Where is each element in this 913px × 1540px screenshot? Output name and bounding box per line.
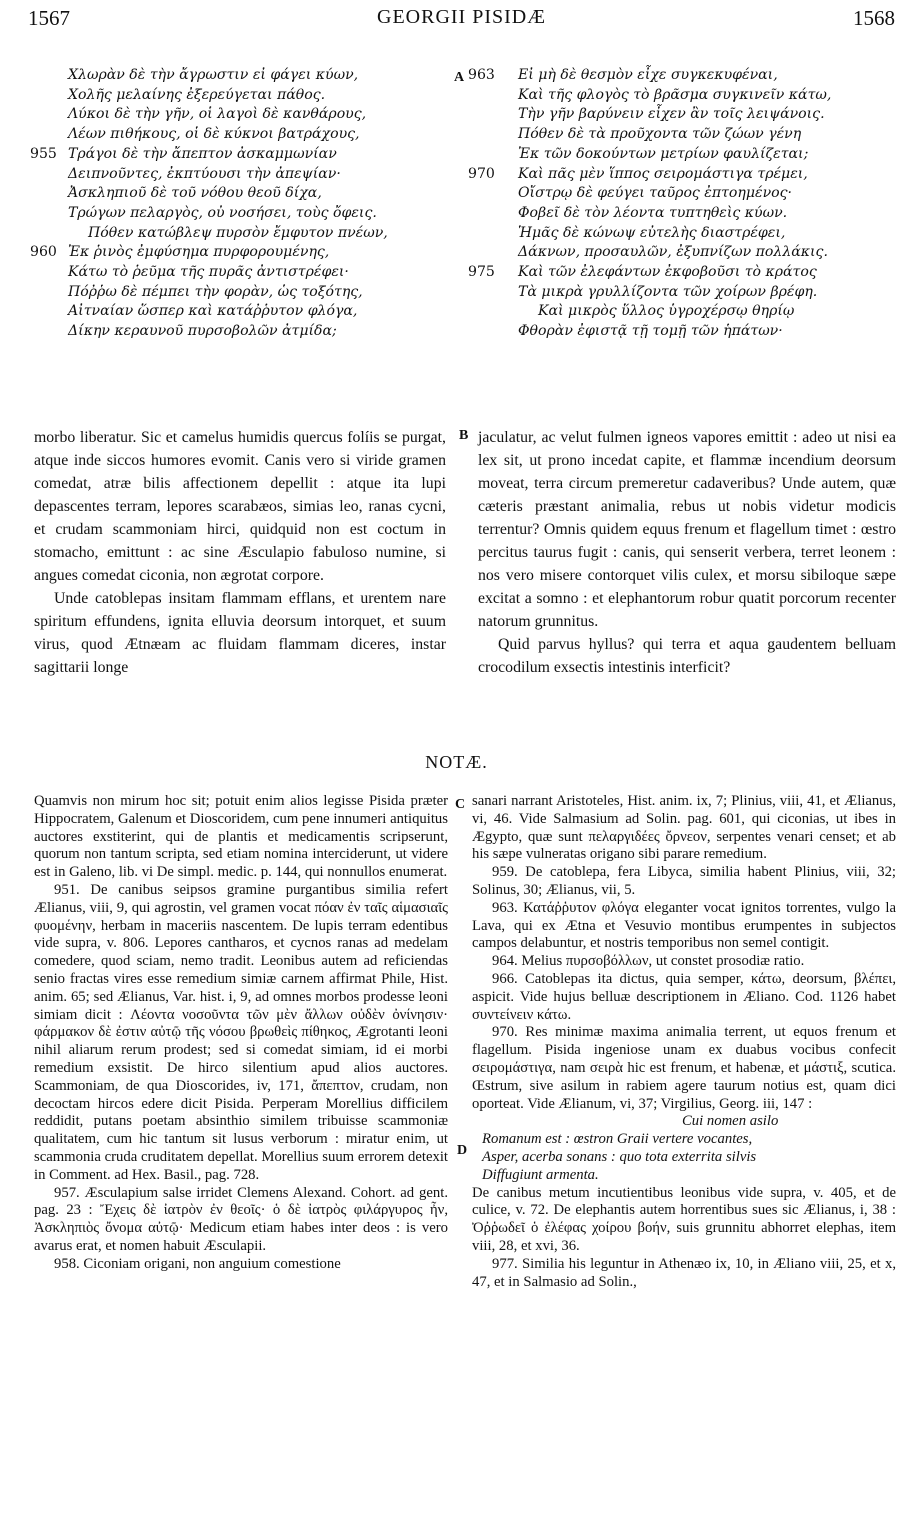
greek-verse-left-column <box>30 66 450 342</box>
verse-text: Τράγοι δὲ τὴν ἄπεπτον ἀσκαμμωνίαν <box>68 145 337 162</box>
latin-translation-left-column <box>34 426 446 679</box>
paragraph: Quid parvus hyllus? qui terra et aqua gaudentem belluam crocodilum exsectis intestinis interficit? <box>478 636 896 676</box>
verse-line <box>30 204 450 224</box>
verse-line <box>30 165 450 185</box>
verse-text: Καὶ τῶν ἐλεφάντων ἐκφοβοῦσι τὸ κράτος <box>518 264 817 281</box>
verse-line <box>468 165 898 185</box>
notes-heading: NOTÆ. <box>425 752 488 772</box>
verse-text: Λύκοι δὲ τὴν γῆν, οἱ λαγοὶ δὲ κανθάρους, <box>68 106 367 123</box>
verse-text: Χλωρὰν δὲ τὴν ἄγρωστιν εἰ φάγει κύων, <box>68 67 359 83</box>
verse-text: Δάκνων, προσαυλῶν, ἐξυπνίζων πολλάκις. <box>518 244 828 261</box>
verse-line <box>30 86 450 106</box>
verse-text: Φοβεῖ δὲ τὸν λέοντα τυπτηθεὶς κύων. <box>518 204 788 221</box>
notes-right-part-1 <box>472 793 896 1113</box>
verse-text: Πόῤῥω δὲ πέμπει τὴν φορὰν, ὡς τοξότης, <box>68 283 363 300</box>
verse-quote-line: Romanum est : œstron Graii vertere vocantes, <box>482 1131 753 1148</box>
verse-text: Τρώγων πελαργὸς, οὐ νοσήσει, τοὺς ὄφεις. <box>68 204 377 221</box>
page-header <box>28 6 895 36</box>
line-number: 960 <box>30 244 57 261</box>
verse-line <box>30 224 450 244</box>
page-number-left: 1567 <box>28 6 70 30</box>
latin-translation-right-column <box>478 426 896 679</box>
verse-text: Καὶ πᾶς μὲν ἵππος σειρομάστιγα τρέμει, <box>518 165 808 182</box>
verse-line <box>468 125 898 145</box>
verse-line <box>468 263 898 283</box>
verse-line <box>30 125 450 145</box>
line-number: 963 <box>468 67 495 83</box>
paragraph: 958. Ciconiam origani, non anguium comestione <box>54 1255 341 1272</box>
paragraph: Quamvis non mirum hoc sit; potuit enim alios legisse Pisida præter Hippocratem, Galenum et Dioscoridem, cum pene innumeri antiquitus auctores exstiterint, qui de plantis et medicamentis scripserunt, quorum non tantum scripta, sed etiam nomina interciderunt, ut videre est in Galeno, lib. vi De simpl. medic. p. 144, qui nonnullos enumerat. <box>34 793 448 881</box>
paragraph: Unde catoblepas insitam flammam efflans, et urentem nare spiritum effundens, ignita elluvia deorsum intorquet, et suum virus, quod Ætnæam ac fluidam flammam diceres, instar sagittarii longe <box>34 590 446 676</box>
verse-line <box>30 184 450 204</box>
verse-text: Πόθεν δὲ τὰ προῦχοντα τῶν ζώων γένη <box>518 126 802 143</box>
verse-line <box>468 243 898 263</box>
verse-line <box>468 204 898 224</box>
page-number-right: 1568 <box>853 6 895 30</box>
margin-marker-c: C <box>455 797 466 812</box>
notes-left-column <box>34 793 448 1274</box>
verse-line <box>30 145 450 165</box>
verse-line <box>30 243 450 263</box>
notes-right-column <box>472 793 896 1291</box>
verse-text: Ἡμᾶς δὲ κώνωψ εὐτελὴς διαστρέφει, <box>518 224 786 241</box>
verse-line <box>30 66 450 86</box>
verse-text: Χολῆς μελαίνης ἐξερεύγεται πάθος. <box>68 86 326 103</box>
verse-line <box>468 145 898 165</box>
verse-text: Καὶ τῆς φλογὸς τὸ βρᾶσμα συγκινεῖν κάτω, <box>518 86 832 103</box>
paragraph: 966. Catoblepas ita dictus, quia semper, κάτω, deorsum, βλέπει, aspicit. Vide hujus belluæ descriptionem in Æliano. Cod. 1126 habet συντείνειν κάτω. <box>472 970 896 1023</box>
verse-text: Εἰ μὴ δὲ θεσμὸν εἶχε συγκεκυφέναι, <box>518 67 778 83</box>
verse-text: Τὰ μικρὰ γρυλλίζοντα τῶν χοίρων βρέφη. <box>518 283 818 300</box>
verse-quote-line: Cui nomen asilo <box>682 1113 779 1130</box>
verse-text: Φθορὰν ἐφιστᾷ τῇ τομῇ τῶν ἡπάτων· <box>518 323 783 340</box>
line-number: 970 <box>468 165 495 182</box>
paragraph: morbo liberatur. Sic et camelus humidis quercus folíis se purgat, atque inde siccos humores evomit. Canis vero si viride gramen comedat, atræ bilis affectionem depellit : atque ita lupi depascentes terram, lepores scarabæos, simias leo, ranas cycni, et crudam scammoniam hirci, quidquid non est coctum in stomacho, emittunt : ac sine Æsculapio fabuloso numine, si angues comedat ciconia, non ægrotat corpore. <box>34 429 446 584</box>
verse-line <box>30 322 450 342</box>
paragraph: jaculatur, ac velut fulmen igneos vapores emittit : adeo ut nisi ea lex sit, ut prono incedat capite, et flammæ incendium deorsum moveat, terra circum premeretur cadaveribus? Unde autem, quæ cæteris præstant animalia, rebus ut nobis videtur modicis terrentur? Omnis quidem equus frenum et flagellum timet : œstro percitus taurus fugit : canis, qui senserit verbera, terret leonem : nos vero misere contorquet vilis culex, et morsu sibiloque sæpe excitat a somno : et elephantorum robur quatit porcorum recenter natorum grunnitus. <box>478 429 896 630</box>
verse-text: Πόθεν κατώβλεψ πυρσὸν ἔμφυτον πνέων, <box>88 224 388 241</box>
verse-line <box>30 283 450 303</box>
verse-text: Δίκην κεραυνοῦ πυρσοβολῶν ἀτμίδα; <box>68 323 337 340</box>
paragraph: De canibus metum incutientibus leonibus vide supra, v. 405, et de culice, v. 72. De elephantis autem horrentibus sues sic Ælianus, i, 38 : Ὀῤῥωδεῖ ὁ ἐλέφας χοίρου βοήν, suis grunnitu abhorret elephas, item viii, 28, et xvi, 36. <box>472 1184 896 1254</box>
verse-quote-line: Asper, acerba sonans : quo tota exterrita silvis <box>482 1148 757 1165</box>
greek-verse-right-column <box>468 66 898 342</box>
verse-text: Αἰτναίαν ὥσπερ καὶ κατάῤῥυτον φλόγα, <box>68 303 358 320</box>
verse-text: Ἀσκληπιοῦ δὲ τοῦ νόθου θεοῦ δίχα, <box>68 185 322 202</box>
verse-text: Καὶ μικρὸς ὕλλος ὑγροχέρσῳ θηρίῳ <box>538 303 795 320</box>
paragraph: sanari narrant Aristoteles, Hist. anim. ix, 7; Plinius, viii, 41, et Ælianus, vi, 46. Vide Salmasium ad Solin. pag. 601, qui ciconias, ut ibes in Ægypto, quæ sunt πελαργιδέες ὄρνεον, serpentes venari censet; et ab his sæpe vulneratas origano sibi parare remedium. <box>472 793 896 863</box>
verse-quote-line: Diffugiunt armenta. <box>482 1166 599 1183</box>
verse-line <box>468 302 898 322</box>
running-title: GEORGII PISIDÆ <box>377 6 546 28</box>
verse-line <box>468 184 898 204</box>
paragraph: 951. De canibus seipsos gramine purgantibus similia refert Ælianus, viii, 9, qui agrostin, vel gramen vocat πόαν ἐν ταῖς αἱμασιαῖς φυομένην, herbam in maceriis nascentem. De lupis terram edentibus vide supra, v. 806. Lepores cantharos, et cycnos ranas ad medelam comedere, quod sciam, nemo tradit. Leonibus autem ad reficiendas senio fractas vires esse remedium simiæ carnem affirmat Phile, Hist. anim. 65; sed Ælianus, Var. hist. i, 9, ad omnes morbos prodesse leoni simiam dicit : Λέοντα νοσοῦντα τῶν μὲν ἄλλων οὐδὲν ὀνίνησιν· φάρμακον δὲ ἐστιν αὐτῷ τῆς νόσου βρωθεὶς πίθηκος, Ægrotanti leoni nihil aliarum rerum prodest; sed si comedat simiam, id ei morbi remedium exsistit. De hirco silentium apud alios auctores. Scammoniam, de qua Dioscorides, iv, 171, ἄπεπτον, crudam, non decoctam hircos edere dicit Pisida. Perperam Morellius difficilem reddidit, putans poetam absinthio similem tribuisse scammoniæ qualitatem, cum hic tantum sit lusus verborum : miratur enim, ut scammonia cruda cruditatem depellat. Morellius suum errorem detexit in Comment. ad Hex. Basil., pag. 728. <box>34 881 448 1183</box>
verse-line <box>468 283 898 303</box>
margin-marker-d: D <box>457 1143 468 1158</box>
verse-line <box>468 322 898 342</box>
line-number: 975 <box>468 264 495 281</box>
verse-line <box>468 224 898 244</box>
notes-right-part-2 <box>472 1185 896 1292</box>
paragraph: 977. Similia his leguntur in Athenæo ix, 10, in Æliano viii, 25, et x, 47, et in Salmasio ad Solin., <box>472 1255 896 1290</box>
verse-text: Ἐκ τῶν δοκούντων μετρίων φαυλίζεται; <box>518 145 809 162</box>
verse-text: Οἴστρῳ δὲ φεύγει ταῦρος ἐπτοημένος· <box>518 185 793 202</box>
verse-line <box>468 86 898 106</box>
paragraph: 963. Κατάῤῥυτον φλόγα eleganter vocat ignitos torrentes, vulgo la Lava, qui ex Ætna et Vesuvio montibus erumpentes in subjectos campos delabuntur, et nostris temporibus non semel contigit. <box>472 899 896 952</box>
paragraph: 970. Res minimæ maxima animalia terrent, ut equos frenum et flagellum. Pisida ingeniose unam ex duabus vocibus confecit σειρομάστιγα, nam σειρὰ hic est frenum, et habenæ, et μάστιξ, scutica. Œstrum, sive asilum in rabiem agere taurum notius est, quam dici oporteat. Vide Ælianum, vi, 37; Virgilius, Georg. iii, 147 : <box>472 1024 896 1112</box>
verse-line <box>30 105 450 125</box>
paragraph: 959. De catoblepa, fera Libyca, similia habent Plinius, viii, 32; Solinus, 30; Ælianus, vii, 5. <box>472 864 896 898</box>
line-number: 955 <box>30 145 57 162</box>
margin-marker-b: B <box>459 428 469 443</box>
verse-line <box>30 263 450 283</box>
verse-text: Τὴν γῆν βαρύνειν εἶχεν ἂν τοῖς λειψάνοις. <box>518 106 825 123</box>
verse-text: Ἐκ ῥινὸς ἐμφύσημα πυρφορουμένης, <box>68 244 330 261</box>
verse-line <box>30 302 450 322</box>
verse-line <box>468 105 898 125</box>
verse-text: Κάτω τὸ ῥεῦμα τῆς πυρᾶς ἀντιστρέφει· <box>68 264 349 281</box>
verse-line <box>468 66 898 86</box>
verse-text: Λέων πιθήκους, οἱ δὲ κύκνοι βατράχους, <box>68 126 360 143</box>
margin-marker-a: A <box>454 70 465 85</box>
paragraph: 957. Æsculapium salse irridet Clemens Alexand. Cohort. ad gent. pag. 23 : Ἔχεις δὲ ἰατρὸν ἐν θεοῖς· ὁ δὲ ἰατρὸς φιλάργυρος ἦν, Ἀσκληπιὸς ὄνομα αὐτῷ· Medicum etiam habes inter deos : is vero avarus erat, et nomen habuit Æsculapii. <box>34 1184 448 1254</box>
quoted-verse <box>472 1113 896 1184</box>
paragraph: 964. Melius πυρσοβόλλων, ut constet prosodiæ ratio. <box>492 953 805 970</box>
verse-text: Δειπνοῦντες, ἐκπτύουσι τὴν ἀπεψίαν· <box>68 165 341 182</box>
